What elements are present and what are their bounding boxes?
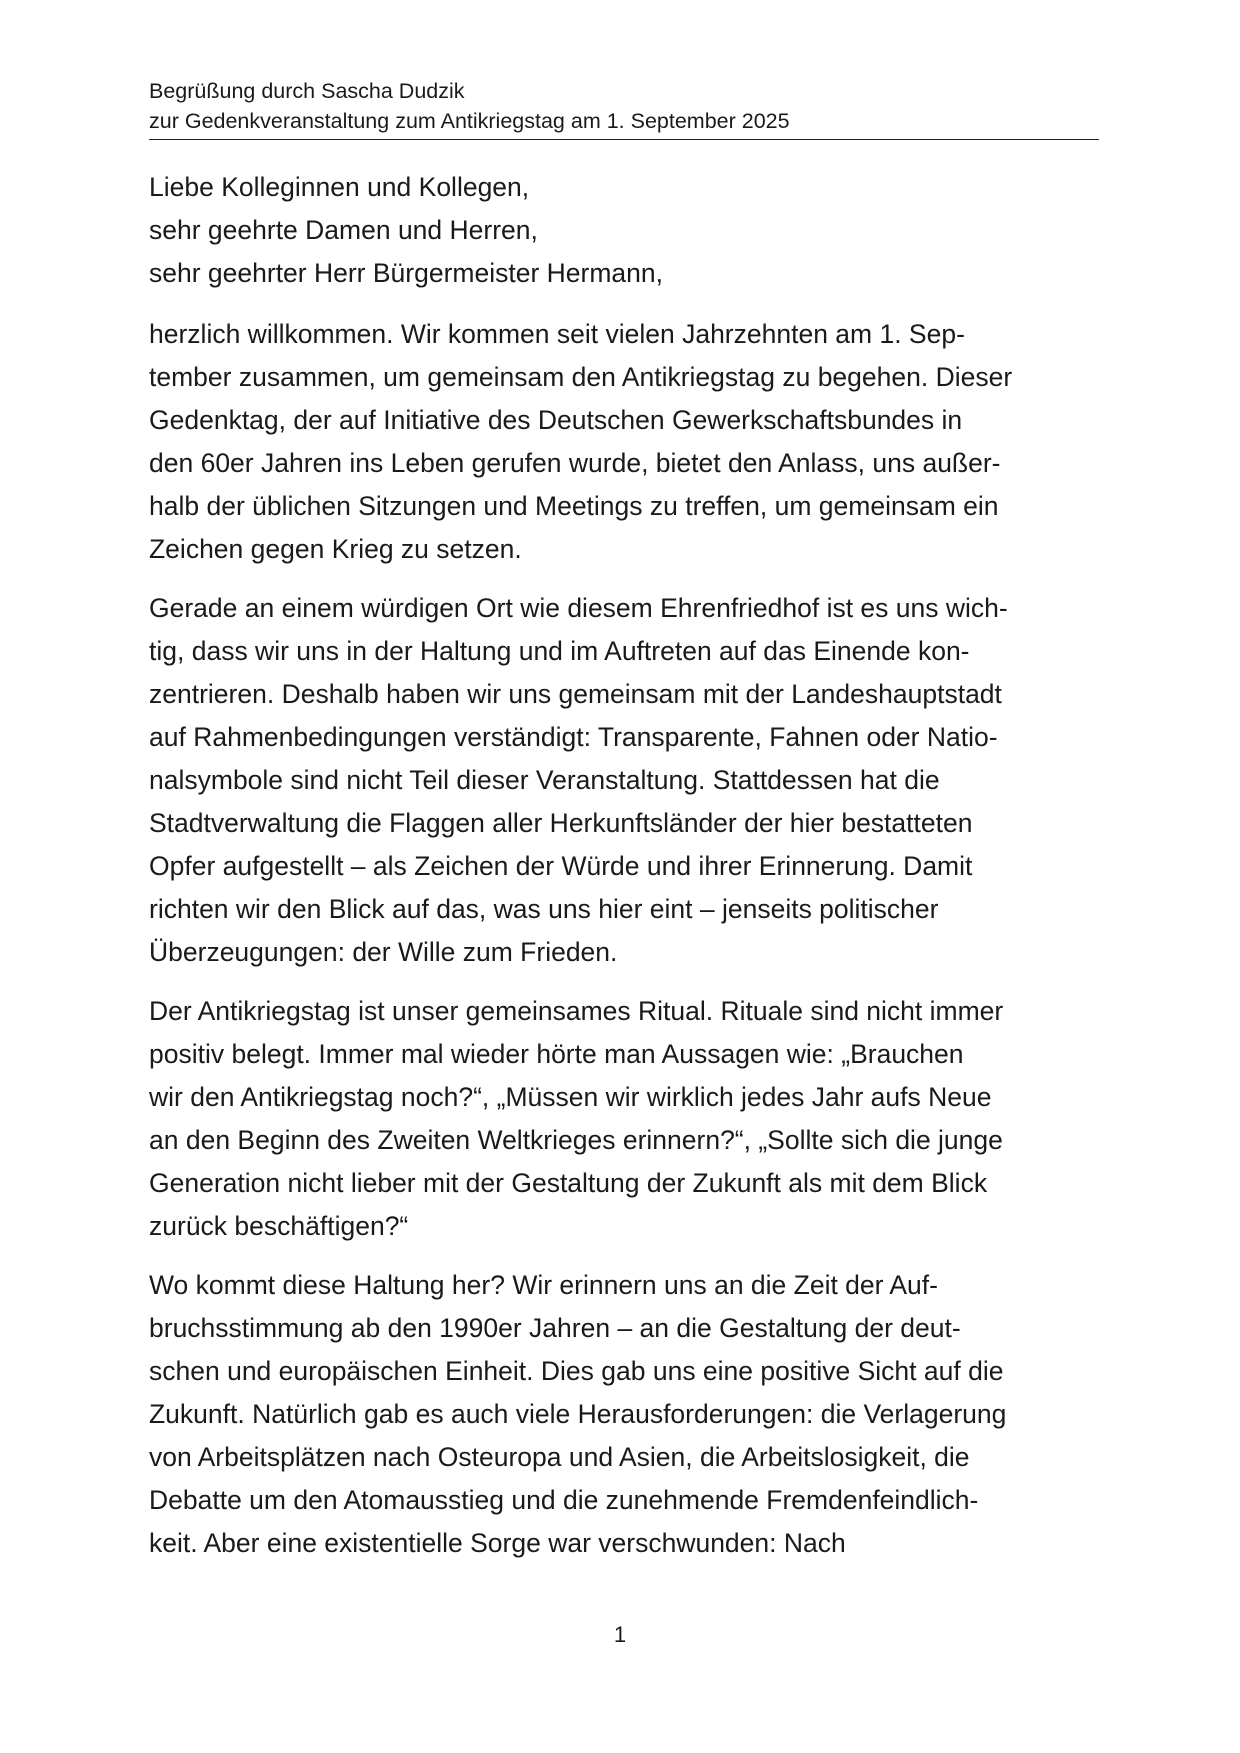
text-line: von Arbeitsplätzen nach Osteuropa und Asien, die Arbeitslosigkeit, die [149,1442,970,1472]
salutation-line: Liebe Kolleginnen und Kollegen, [149,172,530,202]
salutation-line: sehr geehrte Damen und Herren, [149,215,538,245]
text-line: Stadtverwaltung die Flaggen aller Herkunftsländer der hier bestatteten [149,808,973,838]
text-line: tember zusammen, um gemeinsam den Antikriegstag zu begehen. Dieser [149,362,1013,392]
text-line: wir den Antikriegstag noch?“, „Müssen wir wirklich jedes Jahr aufs Neue [149,1082,992,1112]
text-line: tig, dass wir uns in der Haltung und im Auftreten auf das Einende kon- [149,636,970,666]
text-line: Opfer aufgestellt – als Zeichen der Würde und ihrer Erinnerung. Damit [149,851,973,881]
text-line: richten wir den Blick auf das, was uns hier eint – jenseits politischer [149,894,939,924]
text-line: bruchsstimmung ab den 1990er Jahren – an die Gestaltung der deut- [149,1313,961,1343]
text-line: herzlich willkommen. Wir kommen seit vielen Jahrzehnten am 1. Sep- [149,319,965,349]
text-line: Zukunft. Natürlich gab es auch viele Herausforderungen: die Verlagerung [149,1399,1007,1429]
speech-body [149,313,1099,1581]
page-number: 1 [613,1622,627,1647]
text-line: Generation nicht lieber mit der Gestaltung der Zukunft als mit dem Blick [149,1168,988,1198]
document-header [149,76,1099,140]
text-line: nalsymbole sind nicht Teil dieser Veranstaltung. Stattdessen hat die [149,765,940,795]
text-line: den 60er Jahren ins Leben gerufen wurde, bietet den Anlass, uns außer- [149,448,1001,478]
text-line: Zeichen gegen Krieg zu setzen. [149,534,522,564]
paragraph-history [149,1264,1099,1565]
salutation-block [149,166,1099,295]
text-line: auf Rahmenbedingungen verständigt: Transparente, Fahnen oder Natio- [149,722,998,752]
text-line: Gerade an einem würdigen Ort wie diesem Ehrenfriedhof ist es uns wich- [149,593,1008,623]
paragraph-welcome [149,313,1099,571]
text-line: Überzeugungen: der Wille zum Frieden. [149,937,618,967]
header-title: Begrüßung durch Sascha Dudzik [149,79,465,103]
text-line: Der Antikriegstag ist unser gemeinsames Ritual. Rituale sind nicht immer [149,996,1004,1026]
text-line: positiv belegt. Immer mal wieder hörte man Aussagen wie: „Brauchen [149,1039,964,1069]
salutation-line: sehr geehrter Herr Bürgermeister Hermann, [149,258,663,288]
text-line: keit. Aber eine existentielle Sorge war verschwunden: Nach [149,1528,846,1558]
text-line: Wo kommt diese Haltung her? Wir erinnern uns an die Zeit der Auf- [149,1270,938,1300]
text-line: zurück beschäftigen?“ [149,1211,409,1241]
paragraph-memorial-site [149,587,1099,974]
text-line: schen und europäischen Einheit. Dies gab uns eine positive Sicht auf die [149,1356,1004,1386]
paragraph-ritual [149,990,1099,1248]
text-line: zentrieren. Deshalb haben wir uns gemeinsam mit der Landeshauptstadt [149,679,1002,709]
text-line: Gedenktag, der auf Initiative des Deutschen Gewerkschaftsbundes in [149,405,963,435]
text-line: halb der üblichen Sitzungen und Meetings zu treffen, um gemeinsam ein [149,491,999,521]
text-line: Debatte um den Atomausstieg und die zunehmende Fremdenfeindlich- [149,1485,979,1515]
text-line: an den Beginn des Zweiten Weltkrieges erinnern?“, „Sollte sich die junge [149,1125,1003,1155]
header-subtitle: zur Gedenkveranstaltung zum Antikriegstag am 1. September 2025 [149,109,790,133]
